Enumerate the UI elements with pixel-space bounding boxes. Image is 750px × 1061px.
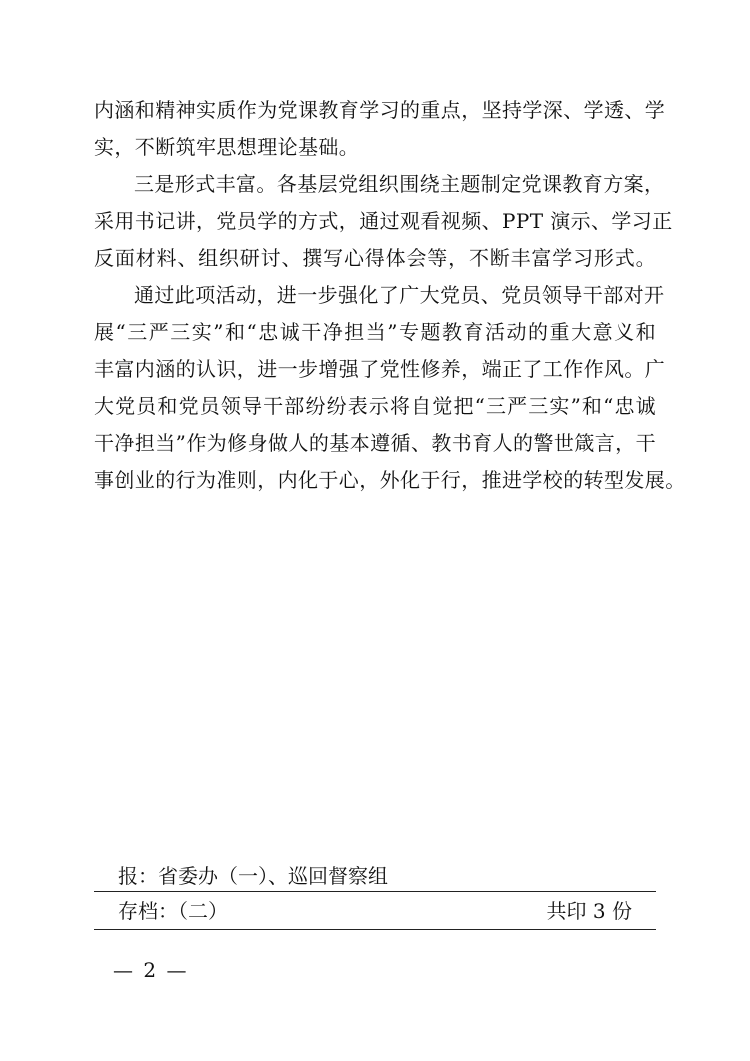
page-number: — 2 — bbox=[113, 958, 189, 982]
footer-divider-bottom bbox=[94, 929, 656, 930]
body-line-4: 采用书记讲，党员学的方式，通过观看视频、PPT 演示、学习正 bbox=[94, 209, 673, 233]
body-line-8: 丰富内涵的认识，进一步增强了党性修养，端正了工作作风。广 bbox=[94, 357, 666, 381]
body-line-9: 大党员和党员领导干部纷纷表示将自觉把“三严三实”和“忠诚 bbox=[94, 394, 656, 418]
body-line-2: 实，不断筑牢思想理论基础。 bbox=[94, 135, 360, 159]
body-line-3: 三是形式丰富。各基层党组织围绕主题制定党课教育方案， bbox=[134, 172, 665, 196]
body-line-5: 反面材料、组织研讨、撰写心得体会等，不断丰富学习形式。 bbox=[94, 246, 656, 270]
copies-count: 共印 3 份 bbox=[546, 899, 632, 923]
archive-label: 存档：（二） bbox=[118, 899, 228, 923]
body-line-1: 内涵和精神实质作为党课教育学习的重点，坚持学深、学透、学 bbox=[94, 98, 666, 122]
body-line-11: 事创业的行为准则，内化于心，外化于行，推进学校的转型发展。 bbox=[94, 468, 686, 492]
footer-divider-top bbox=[94, 891, 656, 892]
body-line-10: 干净担当”作为修身做人的基本遵循、教书育人的警世箴言，干 bbox=[94, 431, 656, 455]
body-line-7: 展“三严三实”和“忠诚干净担当”专题教育活动的重大意义和 bbox=[94, 320, 656, 344]
document-body bbox=[94, 92, 686, 499]
archive-row bbox=[94, 893, 656, 929]
report-recipients: 报：省委办（一）、巡回督察组 bbox=[118, 864, 388, 888]
body-line-6: 通过此项活动，进一步强化了广大党员、党员领导干部对开 bbox=[134, 283, 665, 307]
